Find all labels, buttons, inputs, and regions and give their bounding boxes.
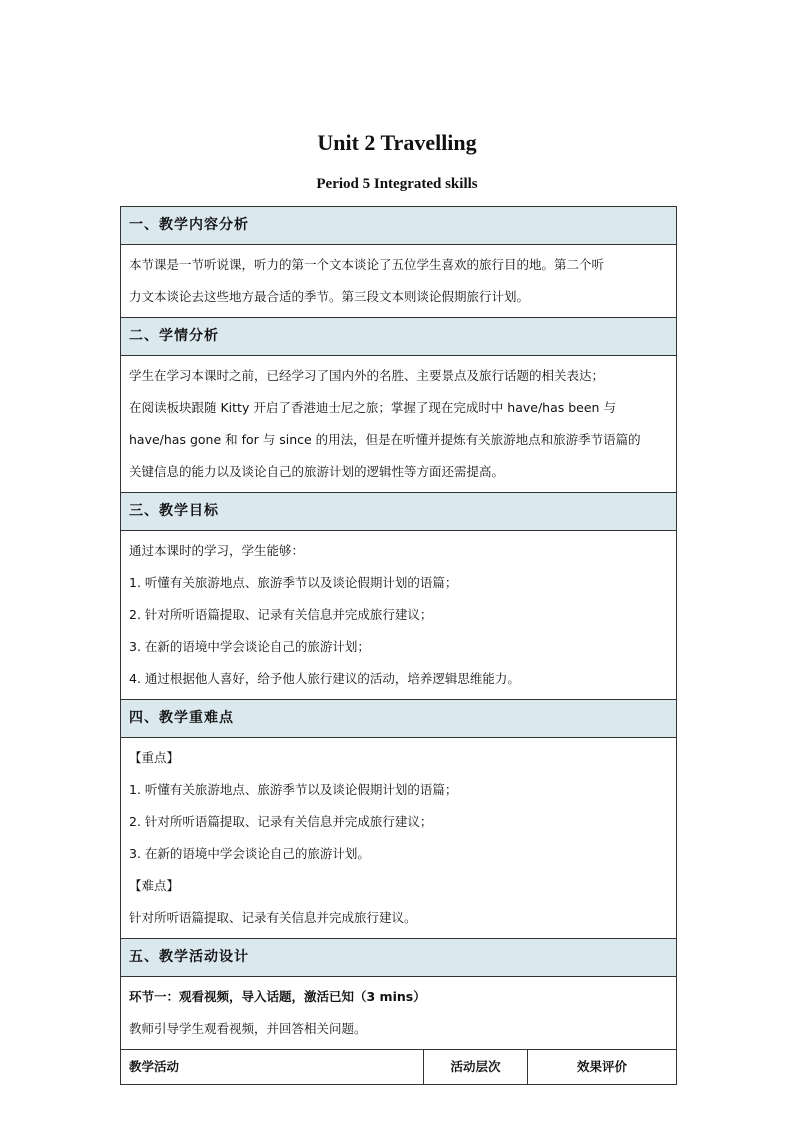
paragraph-line: 力文本谈论去这些地方最合适的季节。第三段文本则谈论假期旅行计划。 [129, 289, 530, 304]
paragraph-line: 学生在学习本课时之前，已经学习了国内外的名胜、主要景点及旅行话题的相关表达； [129, 368, 605, 383]
step-description: 教师引导学生观看视频，并回答相关问题。 [129, 1021, 367, 1036]
section-body-content-analysis [121, 245, 676, 318]
list-item: 4. 通过根据他人喜好，给予他人旅行建议的活动，培养逻辑思维能力。 [129, 671, 520, 686]
list-item: 2. 针对所听语篇提取、记录有关信息并完成旅行建议； [129, 607, 433, 622]
paragraph-line: 本节课是一节听说课，听力的第一个文本谈论了五位学生喜欢的旅行目的地。第二个听 [129, 257, 605, 272]
list-item: 通过本课时的学习，学生能够： [129, 543, 305, 558]
step-title: 环节一：观看视频，导入话题，激活已知（3 mins） [129, 989, 426, 1004]
paragraph-line: 在阅读板块跟随 Kitty 开启了香港迪士尼之旅；掌握了现在完成时中 have/has been 与 [129, 400, 616, 415]
column-header-activity: 教学活动 [121, 1050, 424, 1084]
document-subtitle: Period 5 Integrated skills [316, 176, 478, 192]
list-item: 1. 听懂有关旅游地点、旅游季节以及谈论假期计划的语篇； [129, 575, 458, 590]
column-header-evaluation: 效果评价 [576, 1059, 627, 1074]
section-body-student-analysis [121, 356, 676, 493]
section-body-objectives [121, 531, 676, 700]
document-title: Unit 2 Travelling [317, 130, 477, 155]
list-item: 3. 在新的语境中学会谈论自己的旅游计划。 [129, 846, 370, 861]
section-heading-content-analysis: 一、教学内容分析 [121, 207, 676, 245]
section-heading-activity-design: 五、教学活动设计 [121, 939, 676, 977]
lesson-plan-table [120, 206, 677, 1085]
column-header-level: 活动层次 [424, 1050, 528, 1084]
paragraph-line: have/has gone 和 for 与 since 的用法，但是在听懂并提炼有关旅游地点和旅游季节语篇的 [129, 432, 641, 447]
section-heading-objectives: 三、教学目标 [121, 493, 676, 531]
section-body-key-points [121, 738, 676, 939]
list-item: 1. 听懂有关旅游地点、旅游季节以及谈论假期计划的语篇； [129, 782, 458, 797]
list-item: 【难点】 [129, 878, 180, 893]
section-heading-key-points: 四、教学重难点 [121, 700, 676, 738]
paragraph-line: 关键信息的能力以及谈论自己的旅游计划的逻辑性等方面还需提高。 [129, 464, 505, 479]
activity-header-row [121, 1050, 676, 1084]
list-item: 针对所听语篇提取、记录有关信息并完成旅行建议。 [129, 910, 417, 925]
list-item: 2. 针对所听语篇提取、记录有关信息并完成旅行建议； [129, 814, 433, 829]
list-item: 【重点】 [129, 750, 180, 765]
section-heading-student-analysis: 二、学情分析 [121, 318, 676, 356]
section-body-activity-design [121, 977, 676, 1050]
list-item: 3. 在新的语境中学会谈论自己的旅游计划； [129, 639, 370, 654]
